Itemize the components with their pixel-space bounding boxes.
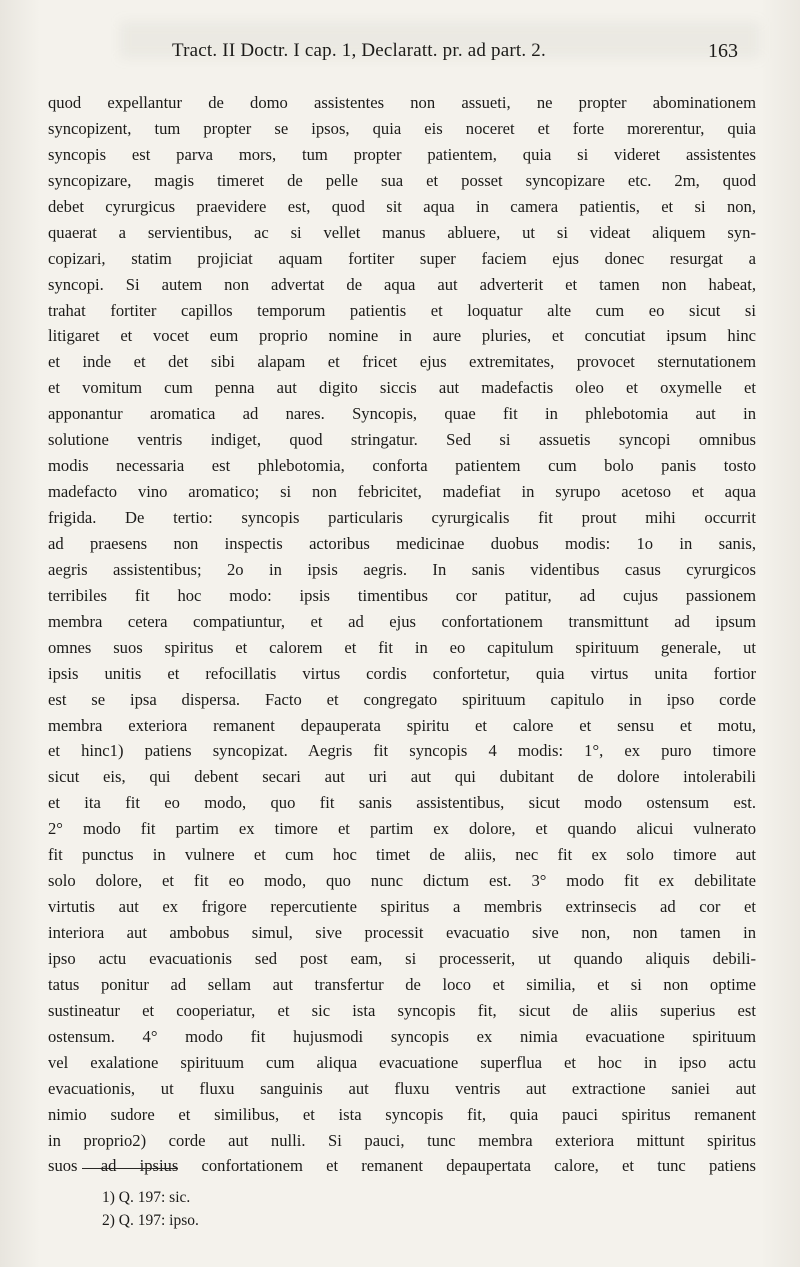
text-line: syncopizare, magis timeret de pelle sua et posset syncopizare etc. 2m, quod [48, 170, 756, 190]
text-line: apponantur aromatica ad nares. Syncopis, quae fit in phlebotomia aut in [48, 404, 756, 424]
text-line: ostensum. 4° modo fit hujusmodi syncopis ex nimia evacuatione spirituum [48, 1026, 756, 1046]
text-line: terribiles fit hoc modo: ipsis timentibus cor patitur, ad cujus passionem [48, 585, 756, 605]
text-line: aegris assistentibus; 2o in ipsis aegris. In sanis videntibus casus cyrurgicos [48, 559, 756, 579]
footnote-rule [82, 1168, 178, 1169]
text-line: tatus ponitur ad sellam aut transfertur de loco et similia, et si non optime [48, 974, 756, 994]
footnote-1: 1) Q. 197: sic. [102, 1189, 191, 1206]
main-text-block [48, 90, 756, 1179]
text-line: syncopi. Si autem non advertat de aqua aut adverterit et tamen non habeat, [48, 274, 756, 294]
page-header [0, 40, 800, 70]
page-number: 163 [708, 40, 738, 62]
text-line: et hinc1) patiens syncopizat. Aegris fit syncopis 4 modis: 1°, ex puro timore [48, 741, 756, 761]
text-line: copizari, statim projiciat aquam fortiter super faciem ejus donec resurgat a [48, 248, 756, 268]
text-line: litigaret et vocet eum proprio nomine in aure pluries, et concutiat ipsum hinc [48, 326, 756, 346]
text-line: evacuationis, ut fluxu sanguinis aut fluxu ventris aut extractione saniei aut [48, 1078, 756, 1098]
text-line: et inde et det sibi alapam et fricet ejus extremitates, provocet sternutationem [48, 352, 756, 372]
text-line: virtutis aut ex frigore repercutiente spiritus a membris extrinsecis ad cor et [48, 897, 756, 917]
text-line: syncopizent, tum propter se ipsos, quia eis noceret et forte morerentur, quia [48, 118, 756, 138]
text-line: frigida. De tertio: syncopis particularis cyrurgicalis fit prout mihi occurrit [48, 508, 756, 527]
text-line: debet cyrurgicus praevidere est, quod sit aqua in camera patientis, et si non, [48, 196, 756, 216]
text-line: syncopis est parva mors, tum propter patientem, quia si videret assistentes [48, 144, 756, 164]
text-line: solo dolore, et fit eo modo, quo nunc dictum est. 3° modo fit ex debilitate [48, 871, 756, 891]
text-line: nimio sudore et similibus, et ista syncopis fit, quia pauci spiritus remanent [48, 1104, 756, 1124]
text-line: est se ipsa dispersa. Facto et congregato spirituum capitulo in ipso corde [48, 689, 756, 709]
text-line: madefacto vino aromatico; si non febricitet, madefiat in syrupo acetoso et aqua [48, 482, 756, 502]
text-line: sicut eis, qui debent secari aut uri aut qui dubitant de dolore intolerabili [48, 767, 756, 787]
text-line: et vomitum cum penna aut digito siccis aut madefactis oleo et oxymelle et [48, 378, 756, 398]
text-line: omnes suos spiritus et calorem et fit in eo capitulum spirituum generale, ut [48, 637, 756, 657]
text-line: suos ad ipsius confortationem et remanent depaupertata calore, et tunc patiens [48, 1156, 756, 1176]
text-line: sustineatur et cooperiatur, et sic ista syncopis fit, sicut de aliis superius est [48, 1000, 756, 1020]
text-line: et ita fit eo modo, quo fit sanis assistentibus, sicut modo ostensum est. [48, 793, 756, 813]
text-line: interiora aut ambobus simul, sive processit evacuatio sive non, non tamen in [48, 923, 756, 942]
text-line: quaerat a servientibus, ac si vellet manus abluere, ut si videat aliquem syn- [48, 222, 756, 242]
text-line: ad praesens non inspectis actoribus medicinae duobus modis: 1o in sanis, [48, 533, 756, 553]
text-line: 2° modo fit partim ex timore et partim ex dolore, et quando alicui vulnerato [48, 819, 756, 839]
text-line: quod expellantur de domo assistentes non assueti, ne propter abominationem [48, 93, 756, 112]
running-head: Tract. II Doctr. I cap. 1, Declaratt. pr. ad part. 2. [172, 40, 546, 61]
text-line: membra cetera compatiuntur, et ad ejus confortationem transmittunt ad ipsum [48, 611, 756, 631]
text-line: modis necessaria est phlebotomia, conforta patientem cum bolo panis tosto [48, 456, 756, 476]
footnote-2: 2) Q. 197: ipso. [102, 1212, 199, 1229]
text-line: fit punctus in vulnere et cum hoc timet de aliis, nec fit ex solo timore aut [48, 845, 756, 865]
footnotes [102, 1186, 199, 1232]
text-line: membra exteriora remanent depauperata spiritu et calore et sensu et motu, [48, 715, 756, 735]
text-line: in proprio2) corde aut nulli. Si pauci, tunc membra exteriora mittunt spiritus [48, 1130, 756, 1150]
text-line: trahat fortiter capillos temporum patientis et loquatur alte cum eo sicut si [48, 300, 756, 320]
text-line: ipso actu evacuationis sed post eam, si processerit, ut quando aliquis debili- [48, 948, 756, 968]
text-line: ipsis unitis et refocillatis virtus cordis confortetur, quia virtus unita fortior [48, 663, 756, 683]
text-line: solutione ventris indiget, quod stringatur. Sed si assuetis syncopi omnibus [48, 430, 756, 450]
text-line: vel exalatione spirituum cum aliqua evacuatione superflua et hoc in ipso actu [48, 1052, 756, 1072]
